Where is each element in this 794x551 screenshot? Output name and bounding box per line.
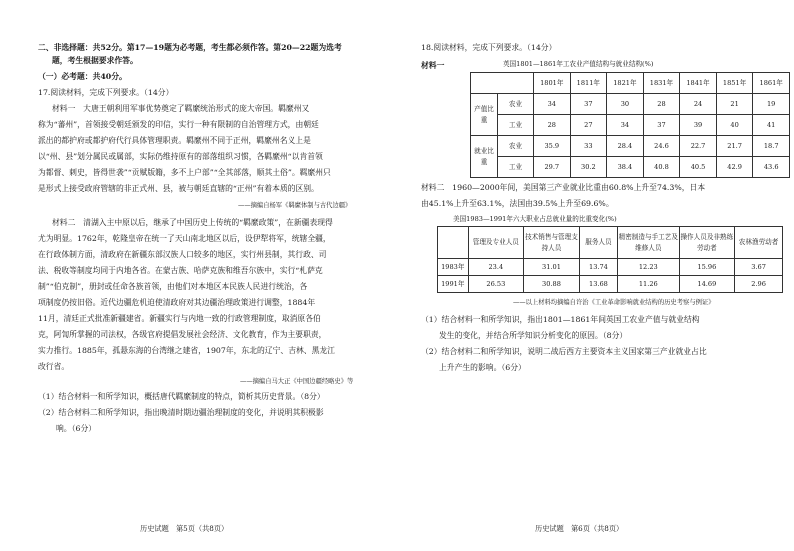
table-cell: 33	[570, 136, 607, 157]
year-header: 1851年	[716, 73, 753, 94]
group-label: 就业比重	[471, 136, 498, 178]
material-1-line: 以“州、县”划分属民或属部，实际仍维持原有的部落组织习惯，各羁縻州“以肯首领	[38, 152, 323, 161]
column-header: 服务人员	[579, 227, 617, 259]
table-cell: 12.23	[618, 259, 679, 276]
table-cell: 24.6	[643, 136, 680, 157]
section-heading: 二、非选择题：共52分。第17—19题为必考题，考生都必须作答。第20—22题为选考	[38, 43, 342, 52]
table-cell: 28	[643, 94, 680, 115]
table-row	[471, 94, 790, 115]
column-header: 技术销售与管理支持人员	[524, 227, 580, 259]
column-header: 农林渔劳动者	[735, 227, 783, 259]
material-2-line: 制”“伯克制”，册封或任命各族首领，由他们对本地区本民族人民进行统治，各	[38, 282, 308, 291]
year-header: 1821年	[607, 73, 644, 94]
column-header: 精密制造与手工艺及维修人员	[618, 227, 679, 259]
table-cell: 18.7	[753, 136, 790, 157]
material-2-line: 材料二 清湖入主中原以后，继承了中国历史上传统的“羁縻政策”，在新疆表现得	[52, 218, 333, 227]
table-cell: 29.7	[534, 157, 571, 178]
table-cell: 2.96	[735, 276, 783, 293]
table-row	[438, 259, 783, 276]
occupation-share-table	[437, 226, 783, 293]
material-2-source: ——摘编自马大正《中国边疆经略史》等	[240, 378, 354, 385]
question-18-1: （1）结合材料一和所学知识，指出1801—1861年间英国工农业产值与就业结构	[421, 315, 700, 324]
section-heading-cont: 题，考生根据要求作答。	[52, 56, 138, 65]
employment-structure-table	[470, 72, 790, 178]
table-cell: 11.26	[618, 276, 679, 293]
required-heading: （一）必考题：共40分。	[38, 72, 127, 81]
material-1-line: 为都督、刺史，皆得世袭”“贡赋版籍，多不上户部”“全其部落，顺其土俗”。羁縻州只	[38, 168, 331, 177]
row-year: 1983年	[438, 259, 469, 276]
page-footer-left: 历史试题 第5页（共8页）	[140, 524, 229, 533]
table-cell: 28	[534, 115, 571, 136]
table-row	[438, 227, 783, 259]
table-cell: 39	[680, 115, 717, 136]
table-cell: 28.4	[607, 136, 644, 157]
table-row	[438, 276, 783, 293]
question-18-2-cont: 上升产生的影响。（6分）	[439, 363, 526, 372]
sector-label: 工业	[498, 115, 534, 136]
column-header: 管理及专业人员	[468, 227, 524, 259]
year-header: 1811年	[570, 73, 607, 94]
table-row	[471, 157, 790, 178]
material-2-line: 在行政体制方面，清政府在新疆东部汉族人口较多的地区，实行州县制，其行政、司	[38, 250, 327, 259]
material-1-line: 是形式上接受政府管辖的非正式州、县，被与朝廷直辖的“正州”有着本质的区别。	[38, 184, 319, 193]
table-cell: 40.8	[643, 157, 680, 178]
table-cell: 34	[534, 94, 571, 115]
sector-label: 农业	[498, 94, 534, 115]
table-cell: 40.5	[680, 157, 717, 178]
table-row	[471, 115, 790, 136]
material-1-line: 派出的都护府或都护府代行具体管理职责。羁縻州不同于正州，羁縻州名义上是	[38, 136, 311, 145]
table-cell: 22.7	[680, 136, 717, 157]
table-cell: 30	[607, 94, 644, 115]
page-footer-right: 历史试题 第6页（共8页）	[535, 524, 624, 533]
table-cell: 3.67	[735, 259, 783, 276]
question-17-1: （1）结合材料一和所学知识，概括唐代羁縻制度的特点，简析其历史背景。（8分）	[38, 392, 325, 401]
table-cell: 37	[643, 115, 680, 136]
table-row	[471, 73, 790, 94]
table-cell: 24	[680, 94, 717, 115]
question-17-2: （2）结合材料二和所学知识，指出晚清时期边疆治理制度的变化，并说明其积极影	[38, 408, 324, 417]
material-2-line: 尤为明显。1762年，乾隆皇帝在统一了天山南北地区以后，设伊犁将军，统辖全疆，	[38, 234, 331, 243]
table-cell: 30.2	[570, 157, 607, 178]
table-cell: 38.4	[607, 157, 644, 178]
question-18-1-cont: 发生的变化，并结合所学知识分析变化的原因。（8分）	[439, 331, 628, 340]
table-1-caption: 英国1801—1861年工农业产值结构与就业结构(%)	[503, 60, 654, 68]
material-2-line: 由45.1%上升至63.1%，法国由39.5%上升至69.6%。	[421, 199, 614, 208]
table-cell: 42.9	[716, 157, 753, 178]
material-2-line: 改行省。	[38, 362, 70, 371]
group-label: 产值比重	[471, 94, 498, 136]
material-2-line: 11月，清廷正式批准新疆建省。新疆实行与内地一致的行政管理制度，取消原各伯	[38, 314, 321, 323]
material-2-line: 法、税收等制度均同于内地各省。在蒙古族、哈萨克族和维吾尔族中，实行“札萨克	[38, 266, 323, 275]
table-cell: 34	[607, 115, 644, 136]
sector-label: 农业	[498, 136, 534, 157]
material-2-source: ——以上材料均摘编自许治《工业革命影响就业结构的历史考察与例证》	[513, 299, 715, 306]
table-cell: 23.4	[468, 259, 524, 276]
material-2-line: 材料二 1960—2000年间，美国第三产业就业比重由60.8%上升至74.3%，日本	[421, 183, 706, 192]
material-1-source: ——摘编自杨军《羁縻体制与古代边疆》	[238, 202, 352, 209]
table-cell: 26.53	[468, 276, 524, 293]
year-header: 1831年	[643, 73, 680, 94]
question-17-2-cont: 响。（6分）	[56, 424, 97, 433]
material-2-line: 项制度仍按旧俗。近代边疆危机迫使清政府对其边疆治理政策进行调整，1884年	[38, 298, 316, 307]
year-header: 1841年	[680, 73, 717, 94]
right-page	[397, 0, 794, 551]
table-row	[471, 136, 790, 157]
material-2-line: 克，阿訇所掌握的司法权，各级官府提倡发展社会经济、文化教育，作为主要职责，	[38, 330, 327, 339]
row-year: 1991年	[438, 276, 469, 293]
question-18-title: 18.阅读材料，完成下列要求。（14分）	[421, 43, 557, 52]
question-17-title: 17.阅读材料，完成下列要求。（14分）	[38, 88, 174, 97]
table-cell: 30.88	[524, 276, 580, 293]
year-header: 1801年	[534, 73, 571, 94]
table-cell: 21	[716, 94, 753, 115]
material-2-line: 实力推行。1885年，孤悬东海的台湾继之建省，1907年，东北的辽宁、吉林、黑龙江	[38, 346, 335, 355]
table-cell: 19	[753, 94, 790, 115]
table-2-caption: 美国1983—1991年六大职业占总就业量的比重变化(%)	[453, 215, 617, 223]
question-18-2: （2）结合材料二和所学知识，说明二战后西方主要资本主义国家第三产业就业占比	[421, 347, 707, 356]
table-cell: 13.68	[579, 276, 617, 293]
table-cell: 15.96	[679, 259, 735, 276]
table-cell: 40	[716, 115, 753, 136]
sector-label: 工业	[498, 157, 534, 178]
table-cell: 21.7	[716, 136, 753, 157]
year-header: 1861年	[753, 73, 790, 94]
table-cell: 37	[570, 94, 607, 115]
table-cell: 13.74	[579, 259, 617, 276]
material-1-label: 材料一	[421, 61, 445, 70]
table-cell: 43.6	[753, 157, 790, 178]
table-cell: 14.69	[679, 276, 735, 293]
table-cell: 27	[570, 115, 607, 136]
material-1-line: 材料一 大唐王朝利用军事优势奠定了羁縻统治形式的庞大帝国。羁縻州又	[52, 104, 310, 113]
material-1-line: 称为“蕃州”，首领接受朝廷颁发的印信，实行一种有限制的自治管理方式，由朝廷	[38, 120, 319, 129]
column-header: 操作人员及非熟练劳动者	[679, 227, 735, 259]
table-cell: 35.9	[534, 136, 571, 157]
table-cell: 41	[753, 115, 790, 136]
table-cell: 31.01	[524, 259, 580, 276]
